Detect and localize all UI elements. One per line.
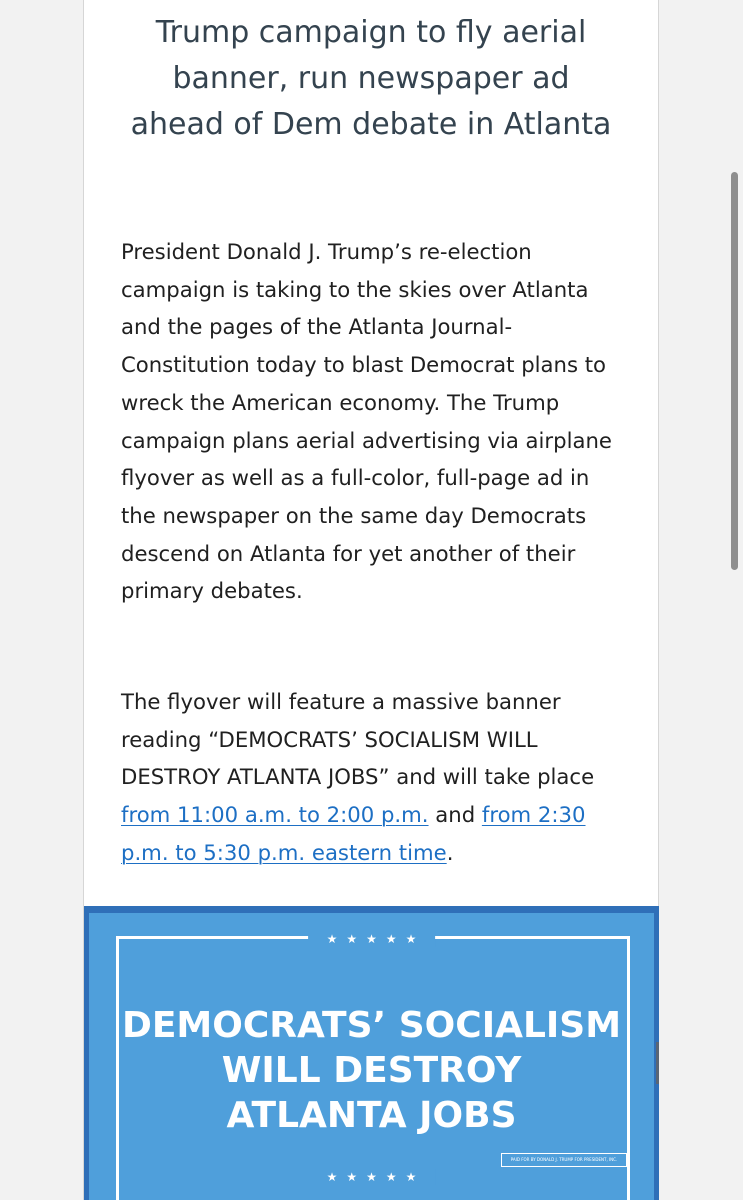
article-paragraph-2: [121, 683, 621, 872]
banner-stars-top: ★★★★★: [308, 931, 436, 947]
column-edge-mark: [656, 1042, 659, 1084]
banner-line-3: ATLANTA JOBS: [226, 1095, 517, 1136]
paragraph-2-intro: The flyover will feature a massive banner reading “DEMOCRATS’ SOCIALISM WILL DESTROY ATLANTA JOBS” and will take place: [121, 689, 595, 790]
article-headline: Trump campaign to fly aerial banner, run newspaper ad ahead of Dem debate in Atlanta: [130, 15, 612, 142]
paragraph-2-connector: and: [428, 802, 482, 828]
scrollbar-thumb[interactable]: [731, 172, 738, 570]
article-paragraph-1: President Donald J. Trump’s re-election campaign is taking to the skies over Atlanta and the pages of the Atlanta Journal-Constitution today to blast Democrat plans to wreck the American economy. The Trump campaign plans aerial advertising via airplane flyover as well as a full-color, full-page ad in the newspaper on the same day Democrats descend on Atlanta for yet another of their primary debates.: [121, 239, 612, 604]
paragraph-2-end: .: [446, 839, 454, 865]
aerial-banner-image: [84, 906, 659, 1200]
paid-for-disclaimer: PAID FOR BY DONALD J. TRUMP FOR PRESIDENT, INC.: [501, 1153, 627, 1167]
flyover-time-link-1[interactable]: from 11:00 a.m. to 2:00 p.m.: [121, 802, 429, 828]
banner-stars-bottom: ★★★★★: [308, 1169, 436, 1185]
flyover-time-link-2[interactable]: from 2:30 p.m. to 5:30 p.m. eastern time: [121, 802, 586, 865]
banner-line-2: WILL DESTROY: [221, 1050, 522, 1091]
banner-message: [89, 1003, 654, 1138]
banner-line-1: DEMOCRATS’ SOCIALISM: [121, 1005, 622, 1046]
